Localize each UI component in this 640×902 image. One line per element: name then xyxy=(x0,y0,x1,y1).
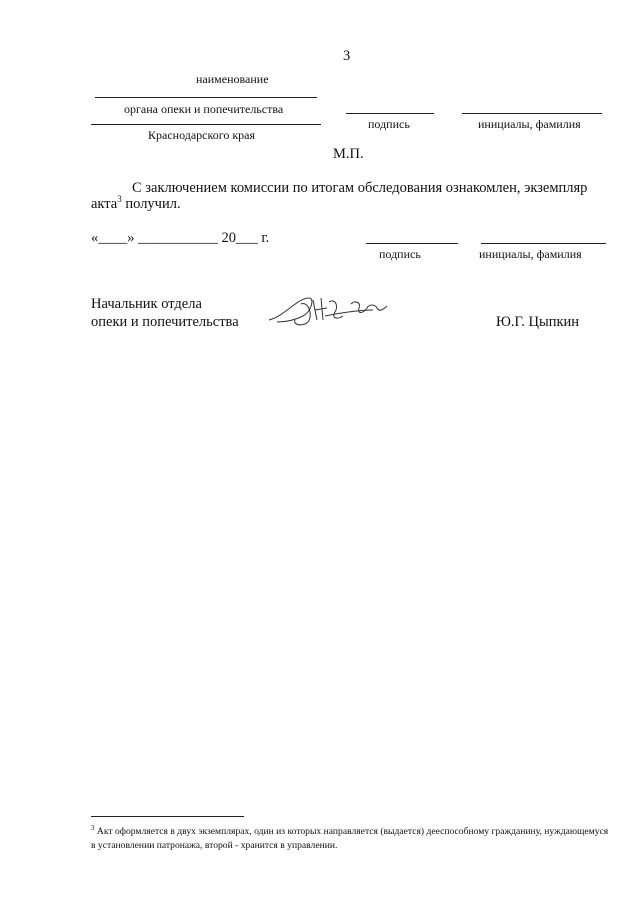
footnote-ref: 3 xyxy=(117,194,122,205)
stamp-place: М.П. xyxy=(333,146,364,162)
page-number: 3 xyxy=(343,48,351,64)
footnote xyxy=(91,825,611,853)
organ-name-line xyxy=(95,97,317,98)
footnote-separator xyxy=(91,816,244,817)
footnote-text: Акт оформляется в двух экземплярах, один из которых направляется (выдается) дееспособному гражданину, нуждающемуся в установлении патронажа, второй - хранится в управлении. xyxy=(91,826,609,851)
region-line xyxy=(91,124,321,125)
ack-line2-start: акта xyxy=(91,196,118,212)
header-initials-line[interactable] xyxy=(462,113,602,114)
ack-label-signature: подпись xyxy=(379,247,421,261)
header-label-signature: подпись xyxy=(368,117,410,131)
header-label-initials: инициалы, фамилия xyxy=(478,117,581,131)
ack-label-initials: инициалы, фамилия xyxy=(479,247,582,261)
handwritten-signature xyxy=(265,290,395,330)
date-field[interactable]: «____» ___________ 20___ г. xyxy=(91,230,270,246)
ack-initials-line[interactable] xyxy=(481,243,606,244)
ack-line2-end: получил. xyxy=(121,196,181,212)
signatory-name: Ю.Г. Цыпкин xyxy=(496,314,580,330)
position-line1: Начальник отдела xyxy=(91,296,202,312)
position-line2: опеки и попечительства xyxy=(91,314,239,330)
footnote-marker: 3 xyxy=(91,823,95,832)
label-name: наименование xyxy=(196,72,269,86)
header-signature-line[interactable] xyxy=(346,113,434,114)
ack-line2 xyxy=(91,196,181,213)
label-region: Краснодарского края xyxy=(148,128,256,142)
ack-line1: С заключением комиссии по итогам обследования ознакомлен, экземпляр xyxy=(132,180,588,196)
ack-signature-line[interactable] xyxy=(366,243,458,244)
label-organ: органа опеки и попечительства xyxy=(124,102,284,116)
